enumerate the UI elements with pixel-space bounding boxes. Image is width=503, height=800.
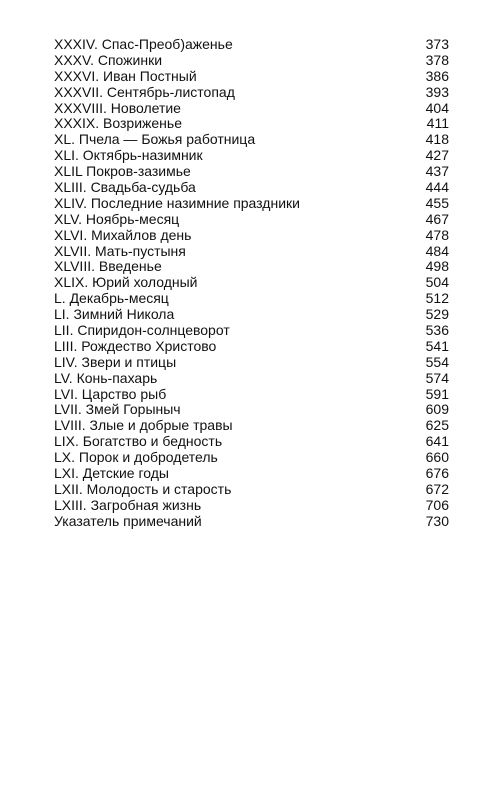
- toc-entry-title: XXXVII. Сентябрь-листопад: [54, 83, 235, 100]
- toc-entry-title: LXI. Детские годы: [54, 465, 169, 482]
- toc-entry-title: XXXVIII. Новолетие: [54, 99, 181, 116]
- toc-entry-page-number: 504: [425, 274, 449, 291]
- toc-entry: [54, 387, 449, 403]
- toc-entry-page-number: 484: [425, 242, 449, 259]
- toc-entry-title: LIV. Звери и птицы: [54, 353, 177, 370]
- toc-entry-title: LXII. Молодость и старость: [54, 480, 232, 497]
- toc-entry: [54, 132, 449, 148]
- toc-entry: [54, 228, 449, 244]
- toc-entry-page-number: 529: [425, 306, 449, 323]
- toc-entry: [54, 196, 449, 212]
- toc-entry-page-number: 467: [425, 210, 449, 227]
- toc-entry-page-number: 591: [425, 385, 449, 402]
- toc-entry-page-number: 625: [425, 417, 449, 434]
- toc-entry: [54, 85, 449, 101]
- toc-entry-page-number: 676: [425, 465, 449, 482]
- toc-entry-page-number: 411: [426, 115, 449, 132]
- toc-entry-page-number: 730: [425, 512, 449, 529]
- toc-entry: [54, 323, 449, 339]
- toc-entry-title: XLIX. Юрий холодный: [54, 274, 198, 291]
- toc-entry-title: XLV. Ноябрь-месяц: [54, 210, 180, 227]
- toc-entry-title: LX. Порок и добродетель: [54, 449, 218, 466]
- toc-entry: [54, 371, 449, 387]
- toc-entry: [54, 514, 449, 530]
- toc-entry-page-number: 660: [425, 449, 449, 466]
- toc-entry-title: LXIII. Загробная жизнь: [54, 496, 202, 513]
- toc-entry-page-number: 386: [425, 67, 449, 84]
- toc-entry-title: XXXVI. Иван Постный: [54, 67, 197, 84]
- toc-entry: [54, 101, 449, 117]
- toc-entry: [54, 180, 449, 196]
- toc-entry-title: LVII. Змей Горыныч: [54, 401, 181, 418]
- toc-entry-title: LVI. Царство рыб: [54, 385, 167, 402]
- toc-entry-title: XXXIV. Спас-Преоб)аженье: [54, 36, 233, 52]
- toc-entry-page-number: 404: [425, 99, 449, 116]
- toc-entry: [54, 402, 449, 418]
- toc-entry-page-number: 541: [425, 337, 449, 354]
- toc-entry-page-number: 437: [425, 163, 449, 180]
- toc-entry-title: XLIL Покров-зазимье: [54, 163, 191, 180]
- toc-entry-page-number: 418: [425, 131, 449, 148]
- toc-entry-title: L. Декабрь-месяц: [54, 290, 169, 307]
- toc-entry-title: Указатель примечаний: [54, 512, 202, 529]
- toc-entry-title: LV. Конь-пахарь: [54, 369, 158, 386]
- toc-entry: [54, 69, 449, 85]
- toc-entry-title: XXXIX. Возриженье: [54, 115, 182, 132]
- toc-entry-page-number: 609: [425, 401, 449, 418]
- toc-entry: [54, 291, 449, 307]
- toc-entry-title: XLVIII. Введенье: [54, 258, 162, 275]
- toc-entry: [54, 116, 449, 132]
- toc-entry: [54, 37, 449, 53]
- toc-entry-page-number: 554: [425, 353, 449, 370]
- toc-entry: [54, 212, 449, 228]
- toc-entry: [54, 498, 449, 514]
- toc-entry-title: XLIII. Свадьба-судьба: [54, 179, 196, 196]
- toc-entry-page-number: 706: [425, 496, 449, 513]
- table-of-contents: [54, 37, 449, 530]
- toc-entry: [54, 355, 449, 371]
- toc-entry-title: XXXV. Спожинки: [54, 51, 163, 68]
- toc-entry: [54, 275, 449, 291]
- toc-entry-page-number: 444: [425, 179, 449, 196]
- toc-entry-title: XLIV. Последние назимние праздники: [54, 194, 300, 211]
- toc-entry-title: LI. Зимний Никола: [54, 306, 175, 323]
- toc-entry-title: LIII. Рождество Христово: [54, 337, 217, 354]
- toc-entry: [54, 339, 449, 355]
- toc-entry-title: XLI. Октябрь-назимник: [54, 147, 203, 164]
- toc-entry: [54, 307, 449, 323]
- toc-entry-title: XLVI. Михайлов день: [54, 226, 192, 243]
- toc-entry-page-number: 641: [425, 433, 449, 450]
- toc-entry-page-number: 512: [425, 290, 449, 307]
- toc-entry-title: LII. Спиридон-солнцеворот: [54, 322, 230, 339]
- toc-entry-page-number: 455: [425, 194, 449, 211]
- toc-entry-title: XL. Пчела — Божья работница: [54, 131, 256, 148]
- toc-entry-page-number: 478: [425, 226, 449, 243]
- toc-entry-page-number: 574: [425, 369, 449, 386]
- toc-entry: [54, 434, 449, 450]
- toc-entry: [54, 466, 449, 482]
- toc-entry: [54, 53, 449, 69]
- toc-entry-title: LVIII. Злые и добрые травы: [54, 417, 233, 434]
- toc-entry: [54, 148, 449, 164]
- toc-entry-page-number: 672: [425, 480, 449, 497]
- toc-entry: [54, 418, 449, 434]
- toc-entry-page-number: 498: [425, 258, 449, 275]
- toc-entry-page-number: 373: [425, 36, 449, 52]
- toc-entry: [54, 259, 449, 275]
- toc-entry: [54, 164, 449, 180]
- toc-entry: [54, 482, 449, 498]
- toc-entry-page-number: 393: [425, 83, 449, 100]
- toc-entry-page-number: 378: [425, 51, 449, 68]
- toc-entry-title: LIX. Богатство и бедность: [54, 433, 223, 450]
- toc-entry: [54, 450, 449, 466]
- toc-entry-page-number: 427: [425, 147, 449, 164]
- toc-entry: [54, 244, 449, 260]
- toc-entry-page-number: 536: [425, 322, 449, 339]
- toc-entry-title: XLVII. Мать-пустыня: [54, 242, 186, 259]
